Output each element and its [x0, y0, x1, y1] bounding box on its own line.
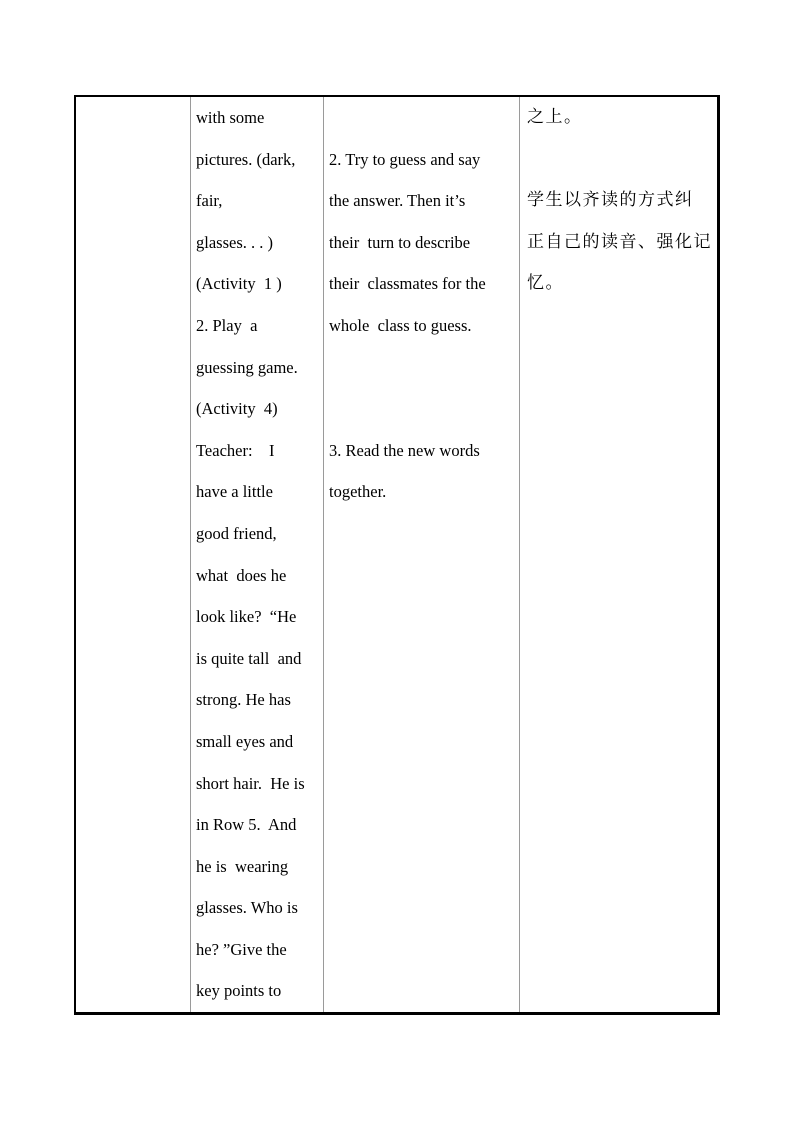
text-line: short hair. He is	[196, 773, 305, 793]
blank-line	[329, 97, 515, 139]
text-line: he? ”Give the	[196, 939, 287, 959]
text-line: 学生以齐读的方式纠	[527, 190, 694, 211]
text-line: 2. Play a	[196, 315, 258, 335]
lesson-plan-table	[74, 95, 720, 1015]
text-line: (Activity 1 )	[196, 274, 282, 294]
text-line: 忆。	[527, 273, 564, 294]
text-line: good friend,	[196, 523, 277, 543]
text-line: what does he	[196, 565, 287, 585]
text-line: 3. Read the new words	[329, 440, 480, 460]
student-activity-cell	[329, 97, 515, 513]
text-line: Teacher: I	[196, 440, 275, 460]
text-line: their turn to describe	[329, 232, 471, 252]
teacher-activity-cell	[196, 97, 324, 1012]
text-line: 2. Try to guess and say	[329, 149, 481, 169]
text-line: guessing game.	[196, 357, 298, 377]
text-line: together.	[329, 482, 387, 502]
text-line: he is wearing	[196, 856, 289, 876]
text-line: look like? “He	[196, 607, 297, 627]
text-line: 正自己的读音、强化记	[527, 231, 712, 252]
text-line: glasses. Who is	[196, 898, 298, 918]
text-line: the answer. Then it’s	[329, 191, 466, 211]
text-line: is quite tall and	[196, 648, 302, 668]
text-line: have a little	[196, 482, 273, 502]
text-line: with some	[196, 108, 265, 127]
text-line: pictures. (dark,	[196, 149, 296, 169]
text-line: fair,	[196, 191, 223, 211]
text-line: strong. He has	[196, 690, 291, 710]
text-line: glasses. . . )	[196, 232, 273, 252]
text-line: their classmates for the	[329, 274, 486, 294]
text-line: in Row 5. And	[196, 815, 297, 835]
column-divider-1	[190, 97, 191, 1012]
text-line: (Activity 4)	[196, 399, 278, 419]
column-divider-3	[519, 97, 520, 1012]
design-intent-cell	[527, 97, 719, 305]
text-line: 之上。	[527, 107, 583, 127]
text-line: whole class to guess.	[329, 315, 472, 335]
text-line: key points to	[196, 981, 282, 1001]
blank-line	[329, 347, 515, 389]
blank-line	[329, 388, 515, 430]
blank-line	[527, 139, 719, 181]
text-line: small eyes and	[196, 731, 294, 751]
